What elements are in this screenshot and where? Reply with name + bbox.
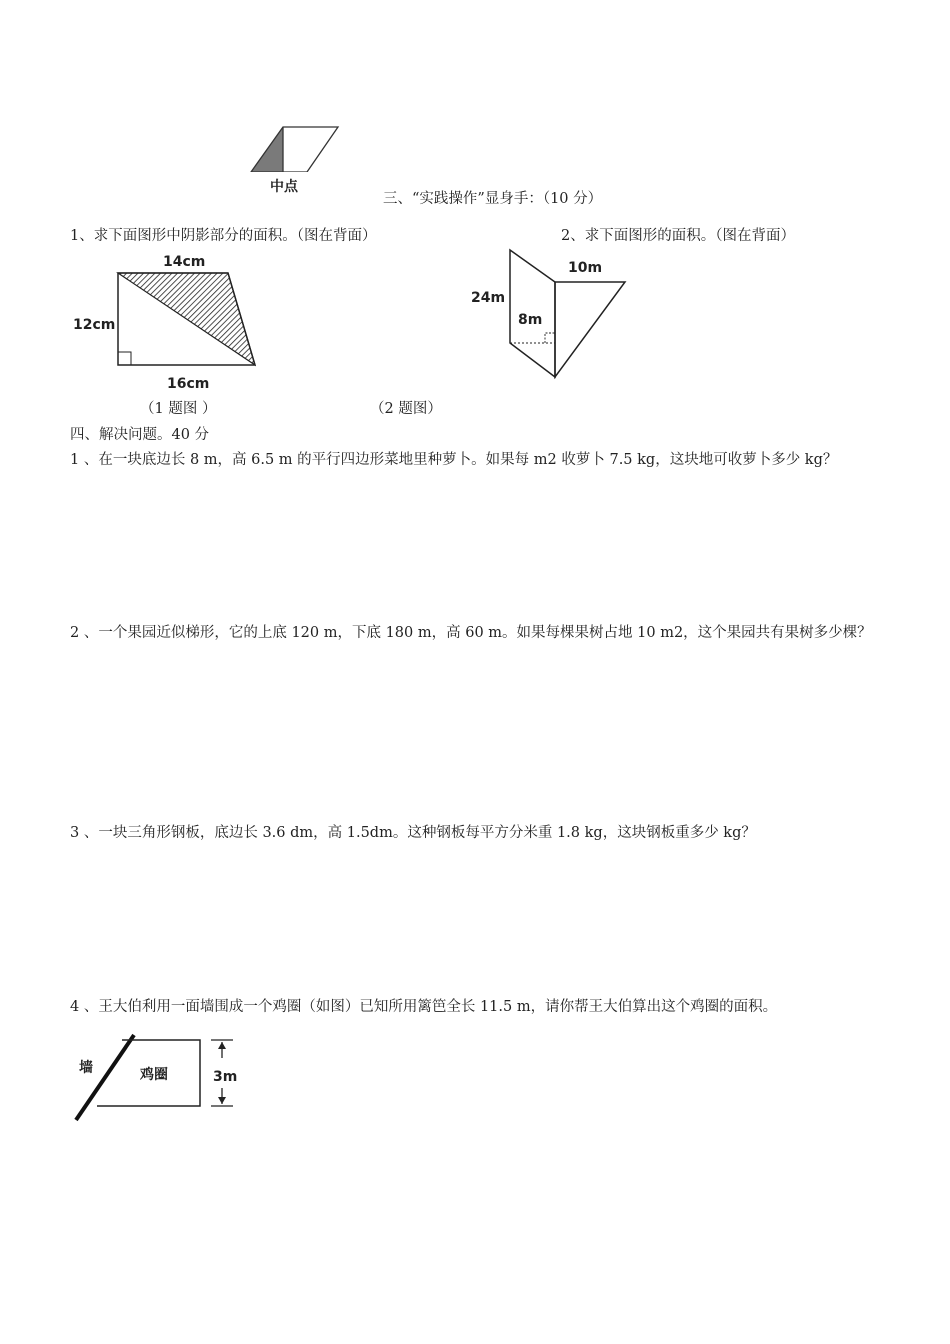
figure2-top-label: 10m bbox=[568, 260, 603, 276]
figure1-left-label: 12cm bbox=[73, 317, 116, 333]
section4-title: 四、解决问题。40 分 bbox=[70, 427, 210, 443]
wall-label: 墙 bbox=[79, 1060, 93, 1076]
figure2-inner-label: 8m bbox=[518, 312, 543, 328]
parallelogram-midpoint-figure bbox=[245, 122, 345, 172]
figure1-caption: （1 题图 ） bbox=[140, 401, 217, 417]
section4-question-2: 2 、一个果园近似梯形，它的上底 120 m，下底 180 m，高 60 m。如果每棵果树占地 10 m2，这个果园共有果树多少棵？ bbox=[70, 625, 872, 641]
section3-question-1: 1、求下面图形中阴影部分的面积。（图在背面） bbox=[70, 228, 377, 244]
pen-height-label: 3m bbox=[213, 1069, 238, 1085]
section4-question-4: 4 、王大伯利用一面墙围成一个鸡圈（如图）已知所用篱笆全长 11.5 m，请你帮王大伯算出这个鸡圈的面积。 bbox=[70, 999, 778, 1015]
figure2-caption: （2 题图） bbox=[370, 401, 442, 417]
figure1-top-label: 14cm bbox=[163, 254, 206, 270]
figure4-chicken-pen bbox=[70, 1030, 250, 1125]
section3-question-2: 2、求下面图形的面积。（图在背面） bbox=[561, 228, 795, 244]
figure1-trapezoid bbox=[70, 250, 270, 395]
figure1-bottom-label: 16cm bbox=[167, 376, 210, 392]
midpoint-label: 中点 bbox=[270, 179, 298, 195]
section3-title: 三、“实践操作”显身手：（10 分） bbox=[383, 191, 603, 207]
section4-question-1: 1 、在一块底边长 8 m，高 6.5 m 的平行四边形菜地里种萝卜。如果每 m2 收萝卜 7.5 kg，这块地可收萝卜多少 kg？ bbox=[70, 452, 838, 468]
figure2-height-label: 24m bbox=[471, 290, 506, 306]
figure2-composite bbox=[465, 245, 640, 385]
pen-label: 鸡圈 bbox=[140, 1067, 168, 1083]
section4-question-3: 3 、一块三角形钢板，底边长 3.6 dm，高 1.5dm。这种钢板每平方分米重 1.8 kg，这块钢板重多少 kg？ bbox=[70, 825, 756, 841]
